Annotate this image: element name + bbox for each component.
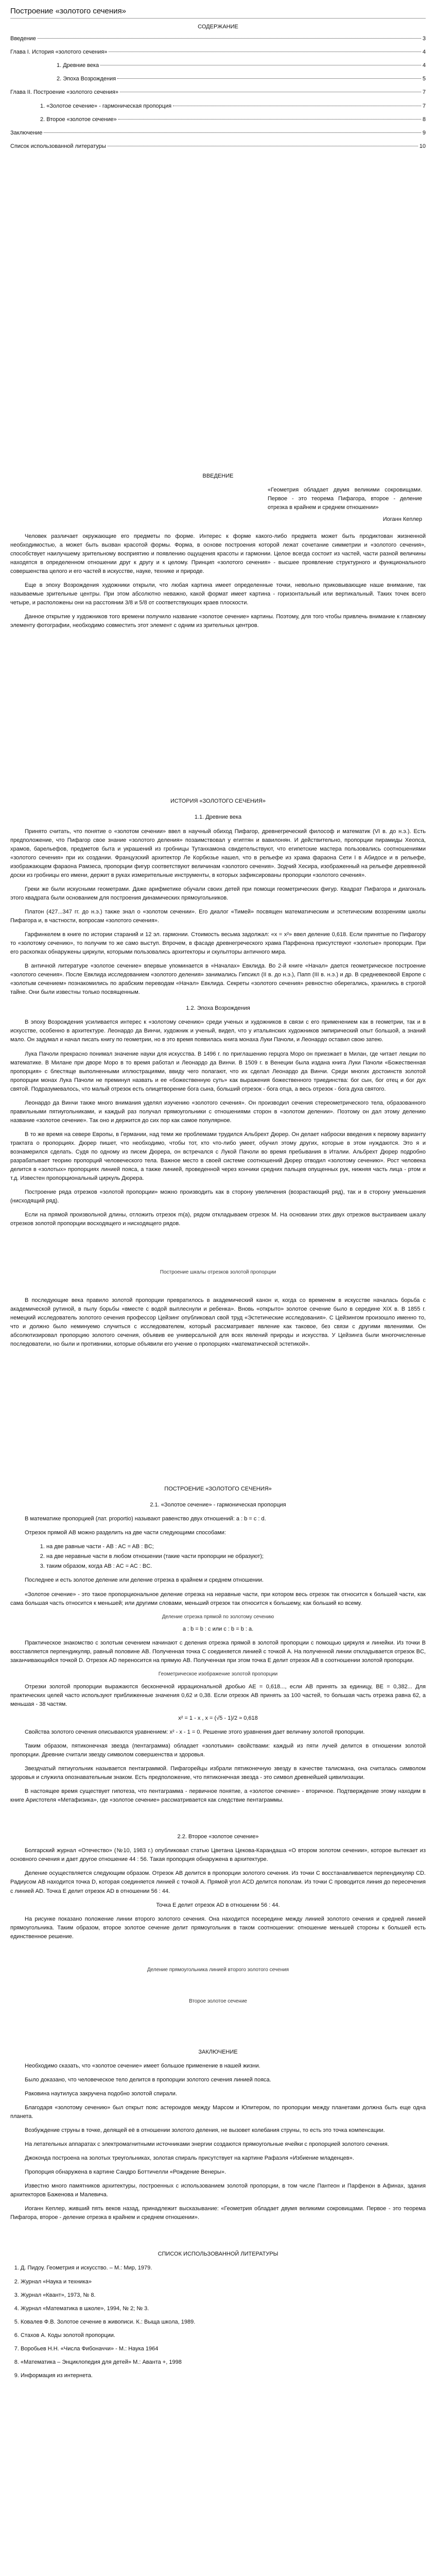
- list-item: 1. на две равные части - AB : AC = AB : BC;: [46, 1543, 426, 1551]
- chapter2-paragraph: Последнее и есть золотое деление или деление отрезка в крайнем и среднем отношении.: [25, 1577, 264, 1584]
- chapter2-paragraph: Практическое знакомство с золотым сечением начинают с деления отрезка прямой в золотой пропорции с помощью циркуля и линейки. Из точки B восставляется перпендикуляр, равный половине AB. Полученная точка C соединяется линией с точкой A. На полученной линии откладывается отрезок BC, заканчивающийся точкой D. Отрезок AD переносится на прямую AB. Полученная при этом точка E делит отрезок AB в соотношении золотой пропорции.: [10, 1640, 426, 1664]
- toc-entry-label: Список использованной литературы: [10, 143, 106, 149]
- reference-item: 3. Журнал «Квант», 1973, № 8.: [21, 2291, 426, 2300]
- toc-dot-leader: [38, 38, 421, 39]
- toc-dot-leader: [118, 119, 421, 120]
- chapter1-section2-heading: 1.2. Эпоха Возрождения: [186, 1005, 250, 1012]
- conclusion-paragraph: Известно много памятников архитектуры, построенных с использованием золотой пропорции, в том числе Пантеон и Парфенон в Афинах, здания архитекторов Баженова и Малевича.: [10, 2183, 426, 2198]
- chapter1-paragraph: Леонардо да Винчи также много внимания уделял изучению «золотого сечения». Он производил сечения стереометрического тела, образованного правильными пятиугольниками, и каждый раз получал прямоугольники с отношениями сторон в «золотом делении». Поэтому он дал этому делению название «золотое сечение». Так оно и держится до сих пор как самое популярное.: [10, 1099, 426, 1124]
- conclusion-paragraph: Пропорция обнаружена в картине Сандро Боттичелли «Рождение Венеры».: [25, 2169, 226, 2176]
- toc-entry[interactable]: [10, 142, 426, 151]
- chapter2-paragraph: Таким образом, пятиконечная звезда (пентаграмма) обладает «золотыми» свойствами: каждый из пяти лучей делится в отношении золотой пропорции. Древние считали звезду символом совершенства и здоровья.: [10, 1743, 426, 1758]
- chapter2-paragraph: «Золотое сечение» - это такое пропорциональное деление отрезка на неравные части, при котором весь отрезок так относится к большей части, как сама большая часть относится к меньшей; или другими словами, меньший отрезок так относится к большему, как больший ко всему.: [10, 1591, 426, 1606]
- references-list: [10, 2264, 426, 2380]
- toc-entry-label: 2. Эпоха Возрождения: [57, 76, 116, 82]
- toc-entry[interactable]: [10, 75, 426, 83]
- toc-entry-page: 4: [422, 62, 426, 69]
- list-item: 2. на две неравные части в любом отношении (такие части пропорции не образуют);: [46, 1552, 426, 1561]
- conclusion-heading: ЗАКЛЮЧЕНИЕ: [198, 2048, 238, 2055]
- chapter1-paragraph: Лука Пачоли прекрасно понимал значение науки для искусства. В 1496 г. по приглашению герцога Моро он приезжает в Милан, где читает лекции по математике. В Милане при дворе Моро в то время работал и Леонардо да Винчи. В 1509 г. в Венеции была издана книга Луки Пачоли «Божественная пропорция» с блестяще выполненными иллюстрациями, ввиду чего полагают, что их сделал Леонардо да Винчи. Среди многих достоинств золотой пропорции монах Лука Пачоли не преминул назвать и ее «божественную суть» как выражения божественного триединства: бог сын, бог отец и бог дух святой. Подразумевалось, что малый отрезок есть олицетворение бога сына, больший отрезок - бога отца, а весь отрезок - бога духа святого.: [10, 1050, 426, 1092]
- figure-caption: Построение шкалы отрезков золотой пропорции: [160, 1269, 276, 1276]
- toc-entry-label: 2. Второе «золотое сечение»: [40, 116, 117, 123]
- chapter1-heading: ИСТОРИЯ «ЗОЛОТОГО СЕЧЕНИЯ»: [170, 798, 266, 805]
- reference-item: 7. Воробьев Н.Н. «Числа Фибоначчи» - М.: Наука 1964: [21, 2345, 426, 2353]
- intro-paragraph: Данное открытие у художников того времени получило название «золотое сечение» картины. Поэтому, для того чтобы привлечь внимание к главному элементу фотографии, необходимо совместить этот элемент с одним из зрительных центров.: [10, 614, 426, 629]
- chapter1-paragraph: Принято считать, что понятие о «золотом сечении» ввел в научный обиход Пифагор, древнегреческий философ и математик (VI в. до н.э.). Есть предположение, что Пифагор свое знание «золотого деления» позаимствовал у египтян и вавилонян. И действительно, пропорции пирамиды Хеопса, храмов, барельефов, предметов быта и украшений из гробницы Тутанхамона свидетельствуют, что египетские мастера пользовались соотношениями «золотого сечения» при их создании. Французский архитектор Ле Корбюзье нашел, что в рельефе из храма фараона Сети I в Абидосе и в рельефе, изображающем фараона Рамзеса, пропорции фигур соответствуют величинам «золотого сечения». Зодчий Хесира, изображенный на рельефе деревянной доски из гробницы его имени, держит в руках измерительные инструменты, в которых зафиксированы пропорции «золотого сечения».: [10, 828, 426, 878]
- formula: a : b = b : c или c : b = b : a.: [182, 1626, 254, 1633]
- list-item: 3. таким образом, когда AB : AC = AC : BC.: [46, 1562, 426, 1571]
- toc-entry-label: 1. «Золотое сечение» - гармоническая пропорция: [40, 103, 172, 109]
- references-heading: СПИСОК ИСПОЛЬЗОВАННОЙ ЛИТЕРАТУРЫ: [158, 2251, 278, 2258]
- reference-item: 9. Информация из интернета.: [21, 2371, 426, 2380]
- reference-item: 4. Журнал «Математика в школе», 1994, № 2; № 3.: [21, 2304, 426, 2313]
- chapter1-paragraph: Платон (427...347 гг. до н.э.) также знал о «золотом сечении». Его диалог «Тимей» посвящен математическим и эстетическим воззрениям школы Пифагора и, в частности, вопросам «золотого сечения».: [10, 908, 426, 924]
- chapter1-paragraph: Если на прямой произвольной длины, отложить отрезок m(a), рядом откладываем отрезок M. На основании этих двух отрезков выстраиваем шкалу отрезков золотой пропорции восходящего и нисходящего рядов.: [10, 1212, 426, 1227]
- formula: x² = 1 - x , x = (√5 - 1)/2 ≈ 0,618: [178, 1715, 258, 1721]
- reference-item: 1. Д. Пидоу. Геометрия и искусство. – М.: Мир, 1979.: [21, 2264, 426, 2273]
- toc-entry-label: Заключение: [10, 129, 43, 136]
- chapter2-heading: ПОСТРОЕНИЕ «ЗОЛОТОГО СЕЧЕНИЯ»: [164, 1486, 272, 1493]
- chapter2-paragraph: Деление осуществляется следующим образом. Отрезок AB делится в пропорции золотого сечения. Из точки C восстанавливается перпендикуляр CD. Радиусом AB находится точка D, которая соединяется линией с точкой A. Прямой угол ACD делится пополам. Из точки C проводится линия до пересечения с линией AD. Точка E делит отрезок AD в отношении 56 : 44.: [10, 1870, 426, 1894]
- figure-caption: Геометрическое изображение золотой пропорции: [158, 1671, 278, 1677]
- toc-entry-page: 7: [422, 89, 426, 96]
- intro-paragraph: Еще в эпоху Возрождения художники открыли, что любая картина имеет определенные точки, невольно приковывающие наше внимание, так называемые зрительные центры. При этом абсолютно неважно, какой формат имеет картина - горизонтальный или вертикальный. Таких точек всего четыре, и расположены они на расстоянии 3/8 и 5/8 от соответствующих краев плоскости.: [10, 582, 426, 606]
- reference-item: 5. Ковалев Ф.В. Золотое сечение в живописи. К.: Выща школа, 1989.: [21, 2318, 426, 2327]
- chapter1-paragraph: Построение ряда отрезков «золотой пропорции» можно производить как в сторону увеличения (возрастающий ряд), так и в сторону уменьшения (нисходящий ряд).: [10, 1189, 426, 1205]
- conclusion-paragraph: Возбуждение струны в точке, делящей её в отношении золотого деления, не вызовет колебания струны, то есть это точка компенсации.: [25, 2127, 385, 2134]
- toc-entry[interactable]: [10, 115, 426, 124]
- chapter2-section1-heading: 2.1. «Золотое сечение» - гармоническая пропорция: [150, 1502, 286, 1509]
- toc-entry-label: Глава I. История «золотого сечения»: [10, 49, 108, 56]
- toc-dot-leader: [44, 132, 421, 133]
- conclusion-paragraph: Иоганн Кеплер, живший пять веков назад, принадлежит высказывание: «Геометрия обладает двумя великими сокровищами. Первое - это теорема Пифагора, второе - деление отрезка в крайнем и среднем отношении».: [10, 2206, 426, 2221]
- toc-entry[interactable]: [10, 61, 426, 70]
- toc-entry[interactable]: [10, 88, 426, 97]
- conclusion-paragraph: Необходимо сказать, что «золотое сечение» имеет большое применение в нашей жизни.: [25, 2062, 260, 2069]
- toc-entry[interactable]: [10, 48, 426, 57]
- conclusion-paragraph: Джоконда построена на золотых треугольниках, золотая спираль присутствует на картине Рафаэля «Избиение младенцев».: [25, 2155, 354, 2162]
- epigraph-author: Иоганн Кеплер: [382, 516, 422, 522]
- figure-caption: Деление отрезка прямой по золотому сечению: [162, 1614, 274, 1620]
- chapter1-paragraph: Гарфинкелем в книге по истории стараний и 12 эл. гармонии. Стоимость весьма задолжал: «x = x²» ввел деление 0,618. Если принятые по Пифагору то «золотому сечению», то получим то же само выступ. Впрочем, в фасаде древнегреческого храма Парфенона присутствуют «золотые» пропорции. При его раскопках обнаружены циркули, которыми пользовались архитекторы и скульпторы античного мира.: [10, 931, 426, 956]
- conclusion-paragraph: Раковина наутилуса закручена подобно золотой спирали.: [25, 2090, 177, 2097]
- toc-entry-label: Введение: [10, 36, 36, 42]
- chapter1-paragraph: Греки же были искусными геометрами. Даже арифметике обучали своих детей при помощи геометрических фигур. Квадрат Пифагора и диагональ этого квадрата были основанием для построения динамических прямоугольников.: [10, 886, 426, 901]
- reference-item: 8. «Математика – Энциклопедия для детей» М.: Аванта +, 1998: [21, 2358, 426, 2367]
- conclusion-paragraph: Благодаря «золотому сечению» был открыт пояс астероидов между Марсом и Юпитером, по пропорции между планетами должна быть еще одна планета.: [10, 2104, 426, 2120]
- toc-entry[interactable]: [10, 102, 426, 111]
- toc-entry-page: 7: [422, 103, 426, 109]
- toc-entry-label: Глава II. Построение «золотого сечения»: [10, 89, 119, 96]
- toc-entry-page: 3: [422, 36, 426, 42]
- document-title: Построение «золотого сечения»: [10, 7, 127, 15]
- toc-heading: СОДЕРЖАНИЕ: [198, 24, 238, 30]
- toc-entry-label: 1. Древние века: [57, 62, 99, 69]
- toc-entry[interactable]: [10, 35, 426, 43]
- formula: Точка E делит отрезок AD в отношении 56 : 44.: [156, 1902, 280, 1908]
- conclusion-paragraph: На летательных аппаратах с электромагнитными источниками энергии создаются прямоугольные ячейки с пропорцией золотого сечения.: [25, 2141, 389, 2148]
- epigraph-text: «Геометрия обладает двумя великими сокровищами. Первое - это теорема Пифагора, второе - деление отрезка в крайнем и среднем отношении»: [268, 486, 422, 511]
- chapter2-paragraph: Свойства золотого сечения описываются уравнением: x² - x - 1 = 0. Решение этого уравнения дает величину золотой пропорции.: [25, 1728, 365, 1735]
- chapter1-paragraph: В античной литературе «золотое сечение» впервые упоминается в «Началах» Евклида. Во 2-й книге «Начал» дается геометрическое построение «золотого сечения». После Евклида исследованием «золотого деления» занимались Гипсикл (II в. до н.э.), Папп (III в. н.э.) и др. В средневековой Европе с «золотым сечением» познакомились по арабским переводам «Начал» Евклида. Секреты «золотого сечения» ревностно оберегались, хранились в строгой тайне. Они были известны только посвященным.: [10, 963, 426, 996]
- chapter1-section1-heading: 1.1. Древние века: [194, 814, 242, 821]
- intro-heading: ВВЕДЕНИЕ: [202, 472, 234, 479]
- reference-item: 6. Стахов А. Коды золотой пропорции.: [21, 2331, 426, 2340]
- intro-paragraph: Человек различает окружающие его предметы по форме. Интерес к форме какого-либо предмета может быть продиктован жизненной необходимостью, а может быть вызван красотой формы. Форма, в основе построения которой лежат сочетание симметрии и «золотого сечения», способствует наилучшему зрительному восприятию и появлению ощущения красоты и гармонии. Целое всегда состоит из частей, части разной величины находятся в определенном отношении друг к другу и к целому. Принцип «золотого сечения» - высшее проявление структурного и функционального совершенства целого и его частей в искусстве, науке, технике и природе.: [10, 533, 426, 575]
- chapter1-paragraph: В то же время на севере Европы, в Германии, над теми же проблемами трудился Альбрехт Дюрер. Он делает наброски введения к первому варианту трактата о пропорциях. Дюрер пишет, что необходимо, чтобы тот, кто что-либо умеет, обучил этому других, которые в этом нуждаются. Это я и вознамерился сделать. Судя по одному из писем Дюрера, он встречался с Лукой Пачоли во время пребывания в Италии. Альбрехт Дюрер подробно разрабатывает теорию пропорций человеческого тела. Важное место в своей системе соотношений Дюрер отводил «золотому сечению». Рост человека делится в «золотых» пропорциях линией пояса, а также линией, проведенной через кончики средних пальцев опущенных рук, нижняя часть лица - ртом и т.д. Известен пропорциональный циркуль Дюрера.: [10, 1131, 426, 1182]
- toc-dot-leader: [117, 78, 421, 79]
- chapter2-paragraph: На рисунке показано положение линии второго золотого сечения. Она находится посередине между линией золотого сечения и средней линией прямоугольника. Таким образом, второе золотое сечение делит прямоугольник в таком соотношении: отношение меньшей стороны к большей есть единственное решение.: [10, 1916, 426, 1940]
- figure-caption: Деление прямоугольника линией второго золотого сечения: [147, 1967, 289, 1973]
- toc-entry-page: 8: [422, 116, 426, 123]
- table-of-contents: [10, 35, 426, 150]
- chapter2-paragraph: Отрезок прямой AB можно разделить на две части следующими способами:: [25, 1530, 226, 1536]
- toc-entry[interactable]: [10, 129, 426, 138]
- toc-entry-page: 9: [422, 129, 426, 136]
- chapter2-paragraph: В математике пропорцией (лат. proportio) называют равенство двух отношений: a : b = c : d.: [25, 1516, 266, 1522]
- chapter2-section2-heading: 2.2. Второе «золотое сечение»: [177, 1834, 259, 1840]
- chapter2-paragraph: Отрезки золотой пропорции выражаются бесконечной иррациональной дробью AE = 0,618..., если AB принять за единицу, BE = 0,382... Для практических целей часто используют приближенные значения 0,62 и 0,38. Если отрезок AB принять за 100 частей, то большая часть отрезка равна 62, а меньшая - 38 частям.: [10, 1683, 426, 1707]
- conclusion-paragraph: Было доказано, что человеческое тело делится в пропорции золотого сечения линией пояса.: [25, 2076, 271, 2083]
- toc-entry-page: 4: [422, 49, 426, 56]
- figure-caption: Второе золотое сечение: [189, 1998, 247, 2005]
- chapter1-paragraph: В эпоху Возрождения усиливается интерес к «золотому сечению» среди ученых и художников в связи с его применением как в геометрии, так и в искусстве, особенно в архитектуре. Леонардо да Винчи, художник и ученый, видел, что у итальянских художников эмпирический опыт большой, а знаний мало. Он задумал и начал писать книгу по геометрии, но в это время появилась книга монаха Луки Пачоли, и Леонардо оставил свою затею.: [10, 1019, 426, 1043]
- chapter2-paragraph: Звездчатый пятиугольник называется пентаграммой. Пифагорейцы избрали пятиконечную звезду в качестве талисмана, она считалась символом здоровья и служила опознавательным знаком. Есть предположение, что пятиконечная звезда - это символ древнейшей цивилизации.: [10, 1766, 426, 1781]
- chapter2-paragraph: Болгарский журнал «Отечество» (№10, 1983 г.) опубликовал статью Цветана Цекова-Карандаша «О втором золотом сечении», которое вытекает из основного сечения и дает другое отношение 44 : 56. Такая пропорция обнаружена в архитектуре.: [10, 1848, 426, 1863]
- epigraph: [268, 486, 422, 524]
- title-divider: [10, 18, 426, 19]
- chapter2-paragraph: В настоящее время существует гипотеза, что пентаграмма - первичное понятие, а «золотое сечение» - вторичное. Подтверждение этому находим в книге Аристотеля «Метафизика», где «золотое сечение» рассматривается как следствие пентаграммы.: [10, 1788, 426, 1804]
- division-list: [10, 1543, 426, 1571]
- reference-item: 2. Журнал «Наука и техника»: [21, 2278, 426, 2286]
- toc-entry-page: 5: [422, 76, 426, 82]
- chapter1-paragraph: В последующие века правило золотой пропорции превратилось в академический канон и, когда со временем в искусстве началась борьба с академической рутиной, в пылу борьбы «вместе с водой выплеснули и ребенка». Вновь «открыто» золотое сечение было в середине XIX в. В 1855 г. немецкий исследователь золотого сечения профессор Цейзинг опубликовал свой труд «Эстетические исследования». С Цейзингом произошло именно то, что и должно было неминуемо случиться с исследователем, который рассматривает явление как таковое, без связи с другими явлениями. Он абсолютизировал пропорцию золотого сечения, объявив ее универсальной для всех явлений природы и искусства. У Цейзинга были многочисленные последователи, но были и противники, которые объявили его учение о пропорциях «математической эстетикой».: [10, 1297, 426, 1348]
- toc-entry-page: 10: [419, 143, 426, 149]
